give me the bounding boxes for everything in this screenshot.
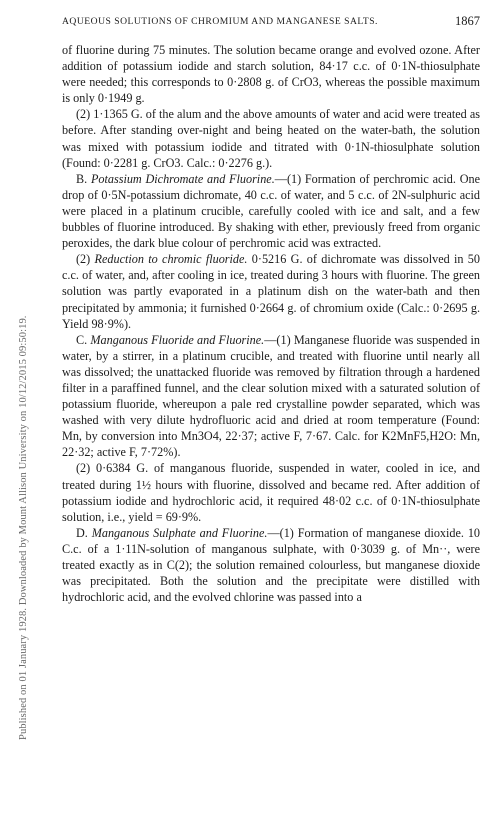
- paragraph-4-text: 0·5216 G. of dichromate was dissolved in 50 c.c. of water, and, after cooling in ice, treated during 3 hours with fluorine. The green solution was partly evaporated in a platinum dish on the water-bath and then precipitated by ammonia; it furnished 0·2664 g. of chromium oxide (Calc.: 0·2695 g. Yield 98·9%).: [62, 252, 480, 331]
- page-number: 1867: [455, 14, 480, 28]
- paragraph-5-text: —(1) Manganese fluoride was suspended in water, by a stirrer, in a platinum crucible, and treated with fluorine until nearly all was dissolved; the unattacked fluoride was removed by filtration through a hardened filter in a paraffined funnel, and the clear solution mixed with a saturated solution of potassium fluoride, whereupon a pale red crystalline powder separated, which was washed with very dilute hydrofluoric acid and dried at room temperature (Found: Mn, by conversion into Mn3O4, 22·37; active F, 7·67. Calc. for K2MnF5,H2O: Mn, 22·32; active F, 7·72%).: [62, 332, 480, 460]
- section-d-heading: Manganous Sulphate and Fluorine.: [91, 525, 268, 540]
- paragraph-3-text: —(1) Formation of perchromic acid. One drop of 0·5N-potassium dichromate, 40 c.c. of water, and 5 c.c. of 2N-sulphuric acid were placed in a platinum crucible, carefully cooled with ice and salt, and a few bubbles of fluorine introduced. By shaking with ether, previously freed from organic peroxides, the dark blue colour of perchromic acid was extracted.: [62, 171, 480, 251]
- section-b-heading: Potassium Dichromate and Fluorine.: [90, 171, 275, 186]
- running-title: AQUEOUS SOLUTIONS OF CHROMIUM AND MANGANESE SALTS.: [62, 16, 378, 27]
- paragraph-2-text: (2) 1·1365 G. of the alum and the above amounts of water and acid were treated as before. After standing over-night and being heated on the water-bath, the solution was mixed with potassium iodide and titrated with 0·1N-thiosulphate solution (Found: 0·2281 g. CrO3. Calc.: 0·2276 g.).: [62, 107, 480, 170]
- section-c-lead: C.: [76, 332, 88, 347]
- body-text: [62, 42, 480, 605]
- paragraph-4-heading: Reduction to chromic fluoride.: [94, 252, 248, 267]
- paragraph-1: [62, 42, 480, 106]
- section-d-lead: D.: [76, 525, 88, 540]
- paragraph-7: [62, 525, 480, 605]
- paragraph-6: [62, 460, 480, 524]
- paragraph-2: [62, 106, 480, 170]
- paragraph-4: [62, 251, 480, 331]
- side-publication-note: Published on 01 January 1928. Downloaded by Mount Allison University on 10/12/2015 09:50:19.: [18, 315, 29, 740]
- paragraph-4-lead: (2): [76, 252, 91, 267]
- paragraph-5: [62, 332, 480, 461]
- paragraph-3: [62, 171, 480, 251]
- section-b-lead: B.: [76, 171, 88, 186]
- paragraph-1-text: of fluorine during 75 minutes. The solution became orange and evolved ozone. After addition of potassium iodide and starch solution, 84·17 c.c. of 0·1N-thiosulphate were needed; this corresponds to 0·2808 g. of CrO3, whereas the possible maximum is only 0·1949 g.: [62, 43, 480, 106]
- paragraph-7-text: —(1) Formation of manganese dioxide. 10 C.c. of a 1·11N-solution of manganous sulphate, with 0·3039 g. of Mn··, were treated exactly as in C(2); the solution remained colourless, but manganese dioxide was precipitated. Both the solution and the precipitate were distilled with hydrochloric acid, and the evolved chlorine was passed into a: [62, 525, 481, 605]
- section-c-heading: Manganous Fluoride and Fluorine.: [90, 332, 265, 347]
- paragraph-6-text: (2) 0·6384 G. of manganous fluoride, suspended in water, cooled in ice, and treated during 1½ hours with fluorine, dissolved and became red. After addition of potassium iodide and hydrochloric acid, it required 48·02 c.c. of 0·1N-thiosulphate solution, i.e., yield = 69·9%.: [62, 461, 480, 524]
